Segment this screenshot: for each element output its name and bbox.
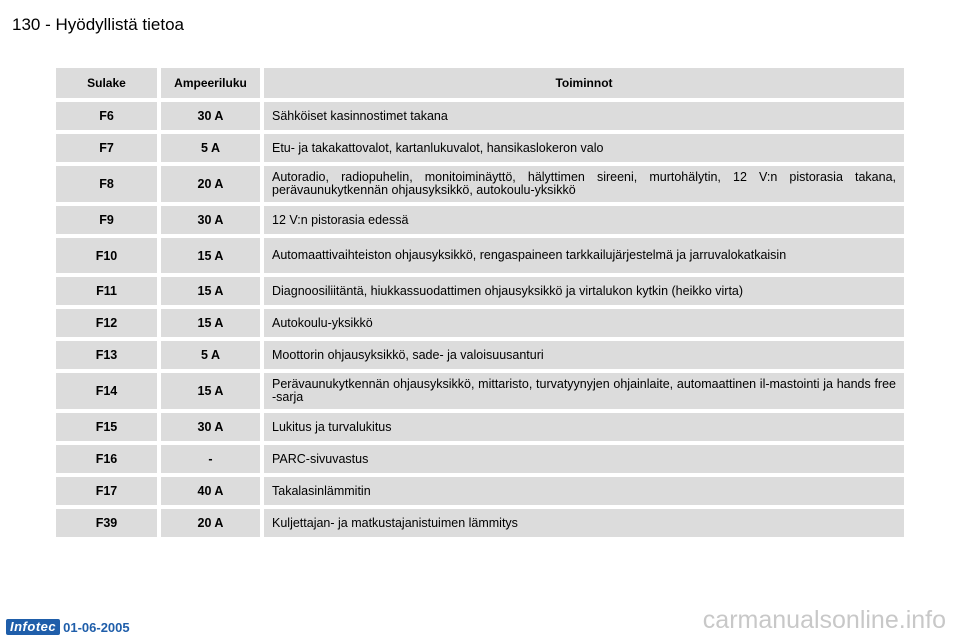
fuse-functions: PARC-sivuvastus [264, 445, 904, 473]
table-row [56, 206, 904, 234]
fuse-functions: Takalasinlämmitin [264, 477, 904, 505]
fuse-id: F10 [56, 238, 157, 273]
fuse-table [56, 68, 904, 541]
fuse-amps: 5 A [161, 134, 260, 162]
fuse-amps: 15 A [161, 238, 260, 273]
fuse-amps: 15 A [161, 277, 260, 305]
fuse-id: F13 [56, 341, 157, 369]
fuse-functions: Lukitus ja turvalukitus [264, 413, 904, 441]
table-row [56, 238, 904, 273]
fuse-id: F9 [56, 206, 157, 234]
fuse-amps: 5 A [161, 341, 260, 369]
fuse-functions: Perävaunukytkennän ohjausyksikkö, mittaristo, turvatyynyjen ohjainlaite, automaattinen il-mastointi ja hands free -sarja [264, 373, 904, 409]
fuse-functions: 12 V:n pistorasia edessä [264, 206, 904, 234]
table-row [56, 445, 904, 473]
footer [6, 618, 130, 636]
footer-date: 01-06-2005 [63, 619, 130, 635]
fuse-id: F6 [56, 102, 157, 130]
table-row [56, 309, 904, 337]
fuse-amps: 15 A [161, 309, 260, 337]
fuse-amps: 15 A [161, 373, 260, 409]
fuse-id: F11 [56, 277, 157, 305]
table-row [56, 477, 904, 505]
fuse-id: F39 [56, 509, 157, 537]
fuse-functions: Automaattivaihteiston ohjausyksikkö, rengaspaineen tarkkailujärjestelmä ja jarruvalokatkaisin [264, 238, 904, 273]
fuse-amps: 40 A [161, 477, 260, 505]
fuse-functions: Sähköiset kasinnostimet takana [264, 102, 904, 130]
fuse-id: F7 [56, 134, 157, 162]
table-header-row [56, 68, 904, 98]
fuse-id: F16 [56, 445, 157, 473]
fuse-amps: 20 A [161, 166, 260, 202]
fuse-functions: Kuljettajan- ja matkustajanistuimen lämmitys [264, 509, 904, 537]
fuse-id: F14 [56, 373, 157, 409]
fuse-id: F8 [56, 166, 157, 202]
table-row [56, 166, 904, 202]
fuse-amps: 30 A [161, 206, 260, 234]
table-row [56, 509, 904, 537]
fuse-functions: Moottorin ohjausyksikkö, sade- ja valoisuusanturi [264, 341, 904, 369]
fuse-functions: Autoradio, radiopuhelin, monitoiminäyttö, hälyttimen sireeni, murtohälytin, 12 V:n pistorasia takana, perävaunukytkennän ohjausyksikkö, autokoulu-yksikkö [264, 166, 904, 202]
header-amperage: Ampeeriluku [161, 68, 260, 98]
fuse-amps: - [161, 445, 260, 473]
infotec-logo: Infotec [6, 619, 60, 635]
fuse-id: F12 [56, 309, 157, 337]
fuse-functions: Etu- ja takakattovalot, kartanlukuvalot, hansikaslokeron valo [264, 134, 904, 162]
fuse-amps: 30 A [161, 102, 260, 130]
table-row [56, 373, 904, 409]
table-row [56, 341, 904, 369]
fuse-amps: 20 A [161, 509, 260, 537]
page-title: 130 - Hyödyllistä tietoa [12, 15, 184, 34]
table-row [56, 277, 904, 305]
fuse-amps: 30 A [161, 413, 260, 441]
table-row [56, 134, 904, 162]
fuse-id: F17 [56, 477, 157, 505]
table-row [56, 102, 904, 130]
fuse-id: F15 [56, 413, 157, 441]
table-row [56, 413, 904, 441]
header-fuse: Sulake [56, 68, 157, 98]
fuse-functions: Diagnoosiliitäntä, hiukkassuodattimen ohjausyksikkö ja virtalukon kytkin (heikko virta) [264, 277, 904, 305]
watermark: carmanualsonline.info [702, 606, 946, 634]
fuse-functions: Autokoulu-yksikkö [264, 309, 904, 337]
header-functions: Toiminnot [264, 68, 904, 98]
